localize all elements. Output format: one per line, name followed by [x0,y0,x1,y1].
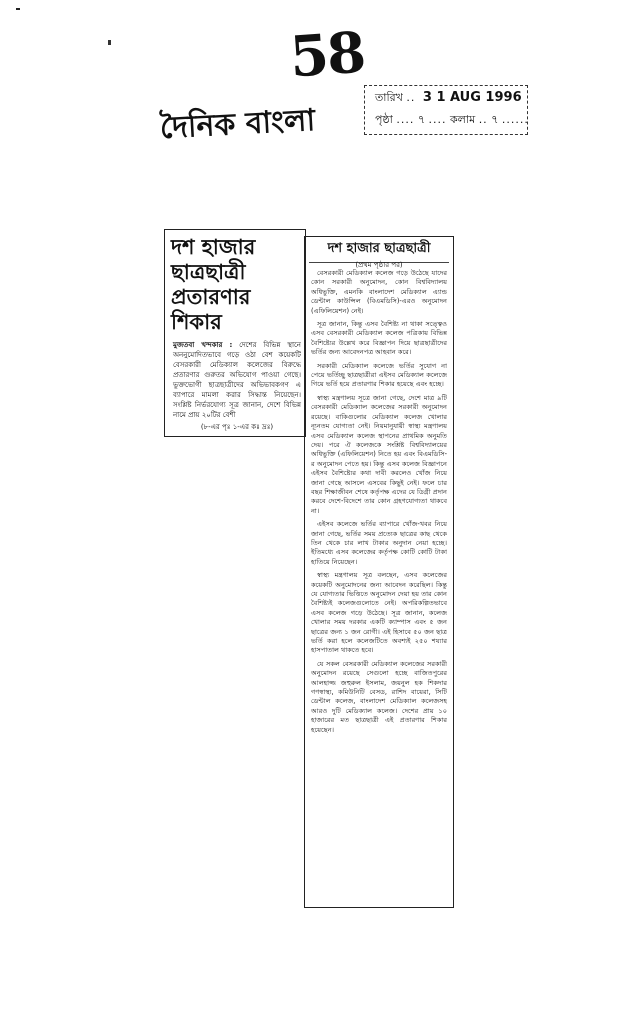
stamp-date-value: 3 1 AUG 1996 [422,90,522,105]
front-lead-body: দেশের বিভিন্ন স্থানে অননুমোদিতভাবে গড়ে ওঠা বেশ কয়েকটি বেসরকারী মেডিক্যাল কলেজের বিরুদ্ধে প্রতারণার গুরুতর অভিযোগ পাওয়া গেছে। ভুক্তভোগী ছাত্রছাত্রীদের অভিভাবকগণ এ ব্যাপারে মামলা করার সিদ্ধান্ত নিয়েছেন। সংশ্লিষ্ট নির্ভরযোগ্য সূত্র জানান, দেশে বিভিন্ন নামে প্রায় ২০টির বেশী [173,341,301,419]
stamp-dots: .. [406,91,416,104]
continued-clipping [304,236,454,908]
front-lead-text [173,340,301,432]
stamp-page-label: পৃষ্ঠা [375,113,393,126]
article-paragraph: যে সকল বেসরকারী মেডিক্যাল কলেজের সরকারী অনুমোদন রয়েছে সেগুলো হচ্ছে বাজিতপুরের আলহাজ্জ জহুরুল ইসলাম, জয়নুল হক শিকদার গণস্বাস্থ্য, কমিউনিটি বেসড, রাশিদ বায়েরা, সিটি ডেন্টাল কলেজ, বাংলাদেশ মেডিক্যাল কলেজসহ আরও দুটি মেডিক্যাল কলেজ। দেশের প্রায় ১০ হাজারের মত ছাত্রছাত্রী এই প্রতারণার শিকার হয়েছেন। [311,659,447,734]
continued-from-note: (প্রথম পৃষ্ঠার পর) [355,261,403,269]
article-paragraph: বেসরকারী মেডিক্যাল কলেজ গড়ে উঠেছে যাদের কোন সরকারী অনুমোদন, কোন বিশ্ববিদ্যালয় অধিভুক্তি, এমনকি বাংলাদেশ মেডিক্যাল এ্যান্ড ডেন্টাল কাউন্সিল (বিএমডিসি)-এরও অনুমোদন (এফিলিয়েশন) নেই। [311,269,447,315]
stamp-date-row [375,88,522,108]
continued-headline: দশ হাজার ছাত্রছাত্রী [309,239,449,263]
handwritten-page-number: 58 [287,19,367,91]
stamp-date-label: তারিখ [375,91,403,104]
clip-date-stamp [364,85,528,135]
continuation-note: (৮-এর পৃঃ ১-এর কঃ দ্রঃ) [200,423,274,431]
stamp-dots: .... [428,113,447,126]
front-headline: দশ হাজার ছাত্রছাত্রী প্রতারণার শিকার [171,234,256,334]
newspaper-name: দৈনিক বাংলা [159,102,316,147]
article-paragraph: স্বাস্থ্য মন্ত্রণালয় সূত্রে জানা গেছে, দেশে মাত্র ৯টি বেসরকারী মেডিক্যাল কলেজের সরকারী অনুমোদন রয়েছে। বাকিগুলোর মেডিক্যাল কলেজ খোলার ন্যূনতম যোগ্যতা নেই। নিয়মানুযায়ী স্বাস্থ্য মন্ত্রণালয় এসব মেডিক্যাল কলেজ স্থাপনের প্রাথমিক অনুমতি দেয়। পরে ঐ কলেজকে সংশ্লিষ্ট বিশ্ববিদ্যালয়ের অধিভুক্তি (এফিলিয়েশন) নিতে হয় এবং বিএমডিসি-র অনুমোদন পেতে হয়। কিন্তু এসব কলেজ বিজ্ঞাপনে এইসব বৈশিষ্ট্যের কথা দাবী করলেও খোঁজ নিয়ে জানা গেছে আসলে এসবের কিছুই নেই। ফলে চার বছর শিক্ষাজীবন শেষে কর্তৃপক্ষ এদের যে ডিগ্রী প্রদান করবে দেশে-বিদেশে তার কোন গ্রহণযোগ্যতা থাকবে না। [311,393,447,515]
stamp-dots: ...... [501,113,529,126]
stamp-page-row [375,110,529,130]
continued-body [311,269,447,901]
stamp-column-value: ৭ [491,113,499,126]
article-paragraph: সরকারী মেডিক্যাল কলেজে ভর্তির সুযোগ না পেয়ে ভর্তিচ্ছু ছাত্রছাত্রীরা এইসব মেডিক্যাল কলেজে গিয়ে ভর্তি হয়ে প্রতারণার শিকার হয়েছে এবং হচ্ছে। [311,361,447,389]
article-paragraph: সূত্র জানান, কিন্তু এসব বৈশিষ্ট্য না থাকা সত্ত্বেও এসব বেসরকারী মেডিক্যাল কলেজ পত্রিকায় বিভিন্ন বৈশিষ্ট্যের উল্লেখ করে বিজ্ঞাপন দিয়ে ছাত্রছাত্রীদের ভর্তির জন্য আবেদনপত্র আহবান করে। [311,320,447,357]
stamp-column-label: কলাম [449,113,476,126]
stamp-page-value: ৭ [417,113,425,126]
article-paragraph: স্বাস্থ্য মন্ত্রণালয় সূত্র বলছেন, এসব কলেজের কয়েকটি অনুমোদনের জন্য আবেদন করেছিল। কিন্তু যে যোগ্যতার ভিত্তিতে অনুমোদন দেয়া হয় তার কোন বৈশিষ্ট্যই কলেজগুলোতে নেই। অপরিকল্পিতভাবে এসব কলেজ গড়ে উঠেছে। সূত্র জানান, কলেজ খোলার সময় দরকার একটি ক্যাম্পাস এবং ৫ জন ছাত্রের জন্য ১ জন রোগী। এই হিসাবে ৫০ জন ছাত্র ভর্তি করা হলে কলেজটিতে অবশ্যই ২৫০ শয্যার হাসপাতাল থাকতে হবে। [311,571,447,655]
stamp-dots: .... [396,113,415,126]
front-page-clipping [164,229,306,437]
ink-smudge [16,8,20,10]
ink-mark [108,40,111,45]
article-paragraph: এইসব কলেজে ভর্তির ব্যাপারে খোঁজ-খবর নিয়ে জানা গেছে, ভর্তির সময় প্রত্যেক ছাত্রের কাছ থেকে তিন থেকে চার লাখ টাকার অনুদান নেয়া হচ্ছে। ইতিমধ্যে এসব কলেজের কর্তৃপক্ষ কোটি কোটি টাকা হাতিয়ে নিয়েছেন। [311,520,447,566]
stamp-dots: .. [478,113,488,126]
byline: মুজতবা খন্দকার : [173,341,233,349]
